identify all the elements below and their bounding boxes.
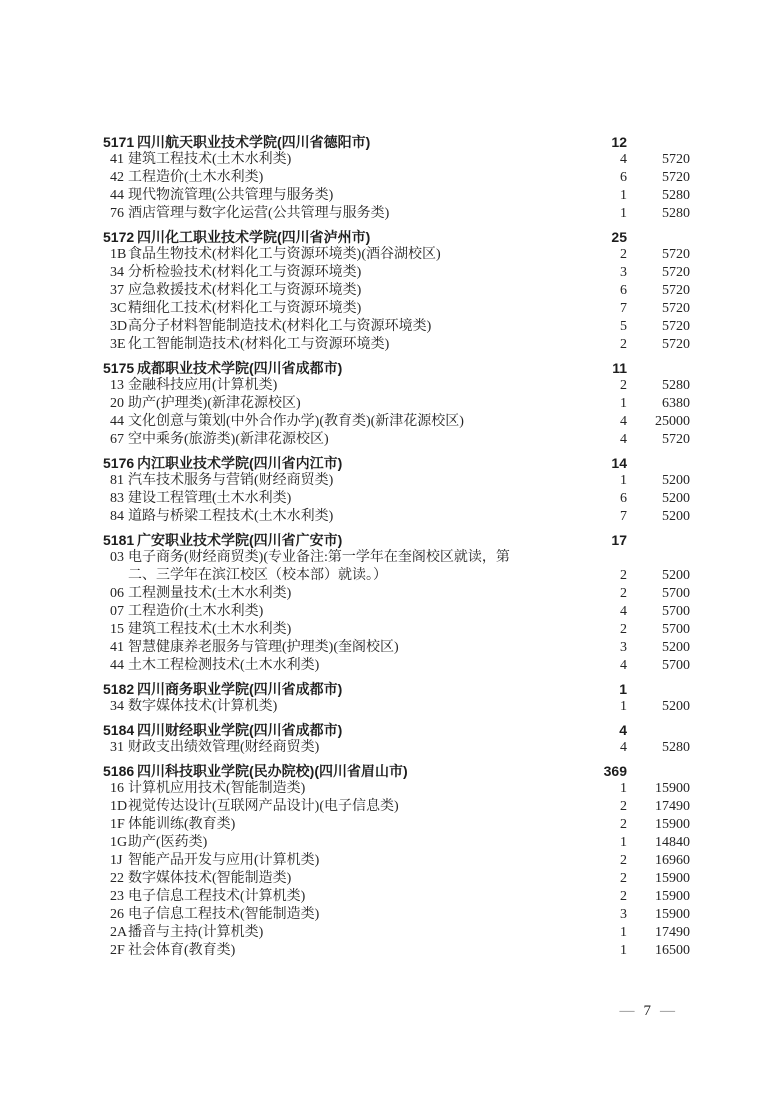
- major-code: 1G: [110, 835, 128, 850]
- major-fee: 5200: [662, 699, 690, 714]
- major-name: 现代物流管理(公共管理与服务类): [128, 188, 334, 203]
- major-count: 2: [620, 871, 627, 886]
- major-count: 2: [620, 378, 627, 393]
- major-fee: 5200: [662, 491, 690, 506]
- major-row: [103, 780, 690, 798]
- major-code: 1B: [110, 247, 127, 262]
- school-plan-count: 369: [603, 763, 627, 779]
- major-fee: 5720: [662, 170, 690, 185]
- school-name: 成都职业技术学院(四川省成都市): [137, 360, 343, 376]
- major-count: 3: [620, 907, 627, 922]
- major-fee: 5720: [662, 247, 690, 262]
- major-count: 7: [620, 301, 627, 316]
- major-fee: 5200: [662, 568, 690, 583]
- major-code: 20: [110, 396, 124, 411]
- major-count: 4: [620, 740, 627, 755]
- major-count: 2: [620, 337, 627, 352]
- major-code: 16: [110, 781, 124, 796]
- major-count: 4: [620, 604, 627, 619]
- major-row: [103, 472, 690, 490]
- major-fee: 5720: [662, 265, 690, 280]
- major-row: [103, 639, 690, 657]
- major-name: 数字媒体技术(计算机类): [128, 699, 278, 714]
- major-code: 41: [110, 640, 124, 655]
- page-number-value: 7: [643, 1003, 651, 1019]
- major-row: [103, 852, 690, 870]
- major-count: 2: [620, 247, 627, 262]
- school-block: [103, 228, 690, 354]
- school-header-row: [103, 454, 690, 472]
- major-name: 建筑工程技术(土木水利类): [128, 622, 292, 637]
- major-code: 3D: [110, 319, 128, 334]
- major-count: 2: [620, 622, 627, 637]
- school-code: 5181: [103, 532, 135, 548]
- major-code: 34: [110, 265, 124, 280]
- school-name: 广安职业技术学院(四川省广安市): [137, 532, 343, 548]
- major-row: [103, 924, 690, 942]
- major-fee: 5200: [662, 509, 690, 524]
- major-name: 金融科技应用(计算机类): [128, 378, 278, 393]
- major-fee: 5720: [662, 432, 690, 447]
- major-fee: 5720: [662, 319, 690, 334]
- major-row: [103, 816, 690, 834]
- major-row: [103, 798, 690, 816]
- major-row: [103, 246, 690, 264]
- school-code: 5182: [103, 681, 135, 697]
- major-fee: 5700: [662, 658, 690, 673]
- major-name: 计算机应用技术(智能制造类): [128, 781, 306, 796]
- major-code: 76: [110, 206, 124, 221]
- school-plan-count: 1: [619, 681, 627, 697]
- major-name: 道路与桥梁工程技术(土木水利类): [128, 509, 334, 524]
- major-name: 食品生物技术(材料化工与资源环境类)(酒谷湖校区): [128, 247, 441, 262]
- major-code: 1D: [110, 799, 128, 814]
- page-number-dash-left: —: [619, 1003, 635, 1019]
- school-plan-count: 4: [619, 722, 627, 738]
- major-fee: 15900: [655, 907, 690, 922]
- school-code: 5176: [103, 455, 135, 471]
- major-code: 42: [110, 170, 124, 185]
- major-fee: 15900: [655, 889, 690, 904]
- major-fee: 5280: [662, 740, 690, 755]
- school-code: 5186: [103, 763, 135, 779]
- school-block: [103, 454, 690, 526]
- major-name: 文化创意与策划(中外合作办学)(教育类)(新津花源校区): [128, 414, 464, 429]
- major-row: [103, 336, 690, 354]
- school-name: 四川化工职业技术学院(四川省泸州市): [137, 229, 371, 245]
- major-fee: 6380: [662, 396, 690, 411]
- school-name: 四川财经职业学院(四川省成都市): [137, 722, 343, 738]
- major-row: [103, 431, 690, 449]
- major-name: 空中乘务(旅游类)(新津花源校区): [128, 432, 329, 447]
- major-count: 4: [620, 658, 627, 673]
- major-count: 4: [620, 152, 627, 167]
- major-name: 社会体育(教育类): [128, 943, 236, 958]
- major-code: 3E: [110, 337, 126, 352]
- major-name: 酒店管理与数字化运营(公共管理与服务类): [128, 206, 390, 221]
- major-code: 81: [110, 473, 124, 488]
- major-count: 3: [620, 265, 627, 280]
- school-header-row: [103, 359, 690, 377]
- major-fee: 16960: [655, 853, 690, 868]
- major-name: 电子商务(财经商贸类)(专业备注:第一学年在奎阁校区就读，第二、三学年在滨江校区（校本部）就读。）: [128, 550, 510, 583]
- major-row: [103, 300, 690, 318]
- major-count: 1: [620, 781, 627, 796]
- major-fee: 14840: [655, 835, 690, 850]
- major-row: [103, 508, 690, 526]
- major-count: 1: [620, 473, 627, 488]
- major-name: 应急救援技术(材料化工与资源环境类): [128, 283, 362, 298]
- school-plan-count: 11: [612, 360, 627, 376]
- school-list: [103, 133, 690, 960]
- major-count: 2: [620, 586, 627, 601]
- major-name: 视觉传达设计(互联网产品设计)(电子信息类): [128, 799, 399, 814]
- school-header-row: [103, 680, 690, 698]
- major-count: 1: [620, 835, 627, 850]
- school-block: [103, 531, 690, 675]
- page-number-dash-right: —: [660, 1003, 675, 1019]
- major-code: 2F: [110, 943, 125, 958]
- major-row: [103, 413, 690, 431]
- school-header-row: [103, 721, 690, 739]
- major-fee: 5200: [662, 473, 690, 488]
- major-count: 2: [620, 889, 627, 904]
- major-row: [103, 657, 690, 675]
- major-fee: 16500: [655, 943, 690, 958]
- major-name: 电子信息工程技术(智能制造类): [128, 907, 320, 922]
- major-count: 2: [620, 853, 627, 868]
- major-code: 31: [110, 740, 124, 755]
- major-name: 电子信息工程技术(计算机类): [128, 889, 306, 904]
- school-code: 5184: [103, 722, 135, 738]
- school-plan-count: 25: [611, 229, 627, 245]
- major-code: 34: [110, 699, 124, 714]
- major-count: 2: [620, 568, 627, 583]
- major-name: 体能训练(教育类): [128, 817, 236, 832]
- major-fee: 17490: [655, 925, 690, 940]
- major-name: 精细化工技术(材料化工与资源环境类): [128, 301, 362, 316]
- major-code: 03: [110, 550, 124, 565]
- major-code: 44: [110, 658, 124, 673]
- major-count: 6: [620, 491, 627, 506]
- major-count: 6: [620, 170, 627, 185]
- major-code: 83: [110, 491, 124, 506]
- major-code: 2A: [110, 925, 128, 940]
- school-block: [103, 762, 690, 960]
- school-name: 四川科技职业学院(民办院校)(四川省眉山市): [137, 763, 408, 779]
- major-code: 44: [110, 188, 124, 203]
- major-count: 1: [620, 396, 627, 411]
- major-code: 84: [110, 509, 124, 524]
- major-count: 1: [620, 925, 627, 940]
- major-code: 67: [110, 432, 124, 447]
- major-fee: 5700: [662, 604, 690, 619]
- major-fee: 17490: [655, 799, 690, 814]
- major-row: [103, 318, 690, 336]
- major-code: 07: [110, 604, 124, 619]
- major-name: 分析检验技术(材料化工与资源环境类): [128, 265, 362, 280]
- major-name: 汽车技术服务与营销(财经商贸类): [128, 473, 334, 488]
- major-name: 财政支出绩效管理(财经商贸类): [128, 740, 320, 755]
- major-fee: 25000: [655, 414, 690, 429]
- major-code: 22: [110, 871, 124, 886]
- major-row: [103, 698, 690, 716]
- major-code: 23: [110, 889, 124, 904]
- major-row: [103, 739, 690, 757]
- major-count: 2: [620, 799, 627, 814]
- school-code: 5172: [103, 229, 135, 245]
- major-name: 化工智能制造技术(材料化工与资源环境类): [128, 337, 390, 352]
- major-count: 1: [620, 206, 627, 221]
- school-plan-count: 17: [611, 532, 627, 548]
- school-code: 5171: [103, 134, 135, 150]
- school-block: [103, 359, 690, 449]
- major-row: [103, 870, 690, 888]
- major-count: 1: [620, 188, 627, 203]
- major-name: 数字媒体技术(智能制造类): [128, 871, 292, 886]
- school-block: [103, 680, 690, 716]
- major-fee: 15900: [655, 781, 690, 796]
- major-row: [103, 282, 690, 300]
- major-fee: 5700: [662, 622, 690, 637]
- school-header-row: [103, 133, 690, 151]
- major-count: 7: [620, 509, 627, 524]
- major-name: 智能产品开发与应用(计算机类): [128, 853, 320, 868]
- major-row: [103, 151, 690, 169]
- school-name: 内江职业技术学院(四川省内江市): [137, 455, 343, 471]
- major-count: 3: [620, 640, 627, 655]
- major-fee: 5700: [662, 586, 690, 601]
- major-row: [103, 549, 690, 585]
- school-plan-count: 14: [611, 455, 627, 471]
- school-block: [103, 721, 690, 757]
- major-row: [103, 377, 690, 395]
- major-code: 06: [110, 586, 124, 601]
- page-number: [620, 1002, 676, 1020]
- major-fee: 5720: [662, 337, 690, 352]
- major-count: 6: [620, 283, 627, 298]
- major-row: [103, 264, 690, 282]
- major-code: 1J: [110, 853, 123, 868]
- major-row: [103, 585, 690, 603]
- major-fee: 5720: [662, 283, 690, 298]
- major-row: [103, 395, 690, 413]
- major-row: [103, 205, 690, 223]
- major-fee: 5720: [662, 152, 690, 167]
- major-name: 助产(医药类): [128, 835, 208, 850]
- major-fee: 5720: [662, 301, 690, 316]
- school-block: [103, 133, 690, 223]
- major-fee: 5280: [662, 188, 690, 203]
- major-row: [103, 834, 690, 852]
- major-name: 工程造价(土木水利类): [128, 604, 264, 619]
- major-count: 5: [620, 319, 627, 334]
- major-name: 智慧健康养老服务与管理(护理类)(奎阁校区): [128, 640, 399, 655]
- school-header-row: [103, 228, 690, 246]
- major-fee: 5280: [662, 206, 690, 221]
- school-header-row: [103, 531, 690, 549]
- major-fee: 15900: [655, 871, 690, 886]
- major-row: [103, 906, 690, 924]
- major-row: [103, 621, 690, 639]
- major-code: 26: [110, 907, 124, 922]
- major-code: 41: [110, 152, 124, 167]
- major-code: 44: [110, 414, 124, 429]
- school-code: 5175: [103, 360, 135, 376]
- major-code: 3C: [110, 301, 127, 316]
- major-count: 2: [620, 817, 627, 832]
- major-name: 播音与主持(计算机类): [128, 925, 264, 940]
- school-name: 四川航天职业技术学院(四川省德阳市): [137, 134, 371, 150]
- major-count: 4: [620, 432, 627, 447]
- major-fee: 5280: [662, 378, 690, 393]
- major-fee: 5200: [662, 640, 690, 655]
- major-row: [103, 888, 690, 906]
- school-plan-count: 12: [611, 134, 627, 150]
- major-row: [103, 169, 690, 187]
- major-name: 助产(护理类)(新津花源校区): [128, 396, 301, 411]
- major-code: 37: [110, 283, 124, 298]
- major-row: [103, 942, 690, 960]
- major-code: 15: [110, 622, 124, 637]
- major-fee: 15900: [655, 817, 690, 832]
- major-count: 4: [620, 414, 627, 429]
- major-row: [103, 490, 690, 508]
- school-name: 四川商务职业学院(四川省成都市): [137, 681, 343, 697]
- major-count: 1: [620, 699, 627, 714]
- major-count: 1: [620, 943, 627, 958]
- major-row: [103, 187, 690, 205]
- major-name: 建筑工程技术(土木水利类): [128, 152, 292, 167]
- major-name: 工程测量技术(土木水利类): [128, 586, 292, 601]
- major-code: 1F: [110, 817, 125, 832]
- major-row: [103, 603, 690, 621]
- major-name: 工程造价(土木水利类): [128, 170, 264, 185]
- major-name: 高分子材料智能制造技术(材料化工与资源环境类): [128, 319, 432, 334]
- major-name: 土木工程检测技术(土木水利类): [128, 658, 320, 673]
- major-name: 建设工程管理(土木水利类): [128, 491, 292, 506]
- major-code: 13: [110, 378, 124, 393]
- school-header-row: [103, 762, 690, 780]
